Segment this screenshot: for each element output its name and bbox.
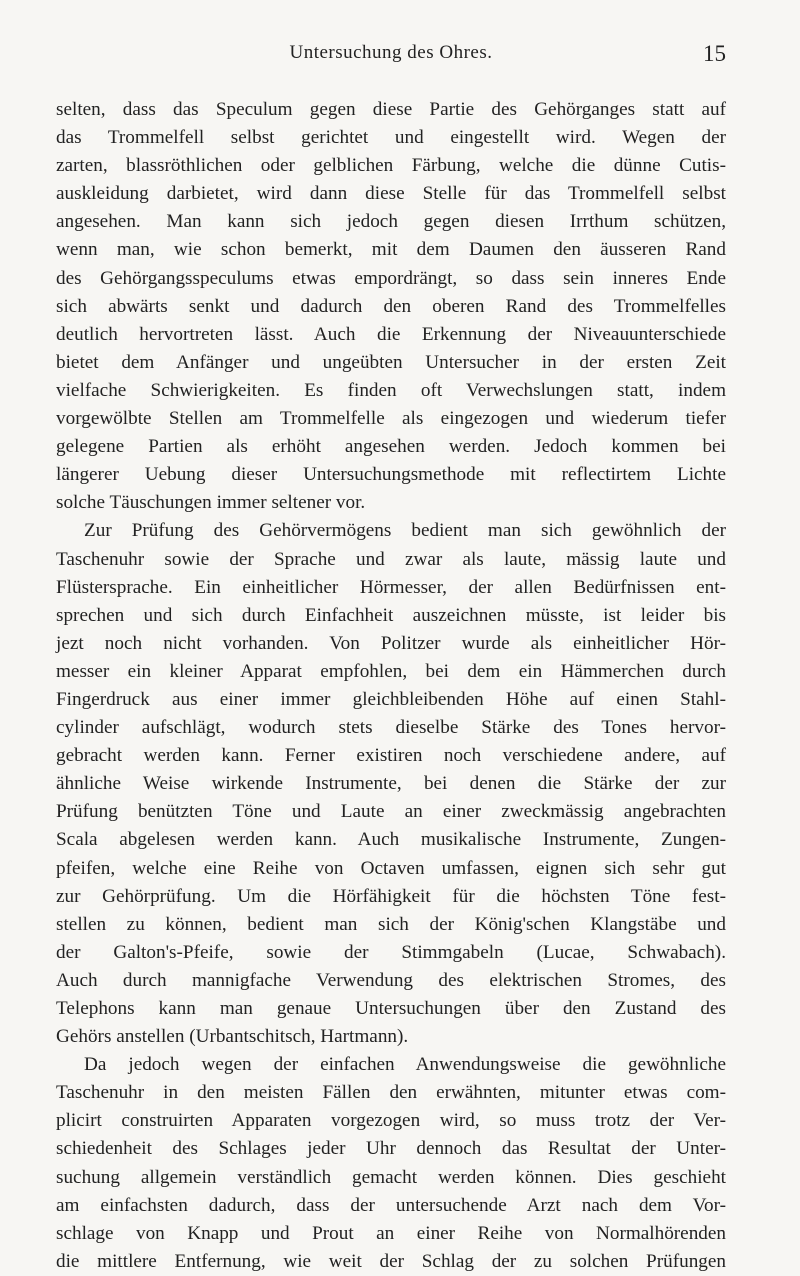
text-line: cylinder aufschlägt, wodurch stets dieselbe Stärke des Tones hervor- <box>56 717 726 739</box>
page-header <box>56 42 726 70</box>
text-line: sich abwärts senkt und dadurch den oberen Rand des Trommelfelles <box>56 295 726 317</box>
page-number: 15 <box>703 41 726 66</box>
body-text <box>56 96 726 1276</box>
text-line: solche Täuschungen immer seltener vor. <box>56 492 366 514</box>
text-line: Taschenuhr sowie der Sprache und zwar als laute, mässig laute und <box>56 548 726 570</box>
text-line: auskleidung darbietet, wird dann diese Stelle für das Trommelfell selbst <box>56 183 726 205</box>
text-line: gelegene Partien als erhöht angesehen werden. Jedoch kommen bei <box>56 436 726 458</box>
text-line: am einfachsten dadurch, dass der untersuchende Arzt nach dem Vor- <box>56 1194 726 1216</box>
text-line: die mittlere Entfernung, wie weit der Schlag der zu solchen Prüfungen <box>56 1250 726 1272</box>
text-line: jezt noch nicht vorhanden. Von Politzer wurde als einheitlicher Hör- <box>56 632 726 654</box>
text-line: zur Gehörprüfung. Um die Hörfähigkeit für die höchsten Töne fest- <box>56 885 726 907</box>
text-line: zarten, blassröthlichen oder gelblichen Färbung, welche die dünne Cutis- <box>56 155 726 177</box>
text-line: der Galton's-Pfeife, sowie der Stimmgabeln (Lucae, Schwabach). <box>56 941 726 963</box>
paragraph-3 <box>56 1051 726 1276</box>
text-line: wenn man, wie schon bemerkt, mit dem Daumen den äusseren Rand <box>56 239 726 261</box>
text-line: suchung allgemein verständlich gemacht werden können. Dies geschieht <box>56 1166 726 1188</box>
paragraph-1 <box>56 96 726 517</box>
text-line: stellen zu können, bedient man sich der König'schen Klangstäbe und <box>56 913 726 935</box>
text-line: selten, dass das Speculum gegen diese Partie des Gehörganges statt auf <box>56 99 726 120</box>
text-line: des Gehörgangsspeculums etwas empordrängt, so dass sein inneres Ende <box>56 267 726 289</box>
text-line: Auch durch mannigfache Verwendung des elektrischen Stromes, des <box>56 969 726 991</box>
text-line: deutlich hervortreten lässt. Auch die Erkennung der Niveauunterschiede <box>56 323 726 345</box>
text-line: angesehen. Man kann sich jedoch gegen diesen Irrthum schützen, <box>56 211 726 233</box>
text-line: Flüstersprache. Ein einheitlicher Hörmesser, der allen Bedürfnissen ent- <box>56 576 726 598</box>
text-line: Prüfung benützten Töne und Laute an einer zweckmässig angebrachten <box>56 801 726 823</box>
text-line: Zur Prüfung des Gehörvermögens bedient man sich gewöhnlich der <box>84 520 726 542</box>
text-line: das Trommelfell selbst gerichtet und eingestellt wird. Wegen der <box>56 127 726 149</box>
text-line: Da jedoch wegen der einfachen Anwendungsweise die gewöhnliche <box>84 1054 726 1076</box>
paragraph-2 <box>56 517 726 1051</box>
text-line: schlage von Knapp und Prout an einer Reihe von Normalhörenden <box>56 1222 726 1244</box>
text-line: gebracht werden kann. Ferner existiren noch verschiedene andere, auf <box>56 745 726 767</box>
text-line: bietet dem Anfänger und ungeübten Untersucher in der ersten Zeit <box>56 351 726 373</box>
text-line: Telephons kann man genaue Untersuchungen über den Zustand des <box>56 998 726 1019</box>
text-line: vorgewölbte Stellen am Trommelfelle als eingezogen und wiederum tiefer <box>56 408 726 430</box>
text-line: Fingerdruck aus einer immer gleichbleibenden Höhe auf einen Stahl- <box>56 688 726 710</box>
running-title: Untersuchung des Ohres. <box>289 42 493 63</box>
text-line: ähnliche Weise wirkende Instrumente, bei denen die Stärke der zur <box>56 773 726 795</box>
text-line: messer ein kleiner Apparat empfohlen, bei dem ein Hämmerchen durch <box>56 660 726 682</box>
text-line: längerer Uebung dieser Untersuchungsmethode mit reflectirtem Lichte <box>56 464 726 486</box>
text-line: Taschenuhr in den meisten Fällen den erwähnten, mitunter etwas com- <box>56 1082 726 1104</box>
text-line: plicirt construirten Apparaten vorgezogen wird, so muss trotz der Ver- <box>56 1110 726 1132</box>
text-line: schiedenheit des Schlages jeder Uhr dennoch das Resultat der Unter- <box>56 1138 726 1160</box>
text-line: Gehörs anstellen (Urbantschitsch, Hartmann). <box>56 1026 409 1048</box>
text-line: Scala abgelesen werden kann. Auch musikalische Instrumente, Zungen- <box>56 829 726 851</box>
text-line: sprechen und sich durch Einfachheit auszeichnen müsste, ist leider bis <box>56 604 726 626</box>
text-line: vielfache Schwierigkeiten. Es finden oft Verwechslungen statt, indem <box>56 379 726 401</box>
text-line: pfeifen, welche eine Reihe von Octaven umfassen, eignen sich sehr gut <box>56 857 726 879</box>
